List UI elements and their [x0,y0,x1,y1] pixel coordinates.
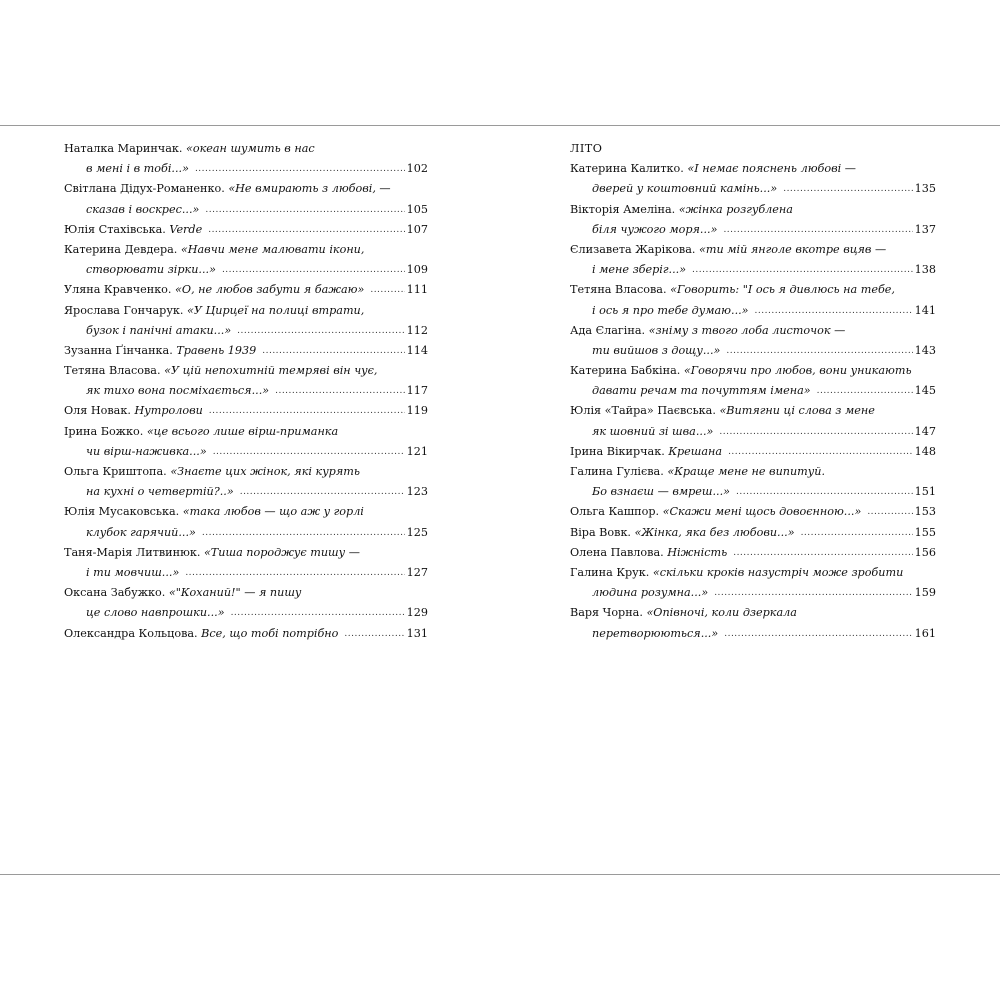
toc-line [570,381,936,401]
toc-title: як тихо вона посміхається...» [86,384,270,398]
toc-title: «Навчи мене малювати ікони, [180,242,365,256]
toc-title: «така любов — що аж у горлі [182,505,364,519]
toc-entry[interactable] [64,301,428,341]
toc-line [570,301,936,321]
toc-author: Юлія Мусаковська. [64,505,183,519]
toc-entry[interactable] [570,361,936,401]
toc-line [64,543,428,563]
toc-page-number: 129 [406,606,428,620]
toc-line [64,502,428,522]
toc-line [64,341,428,361]
toc-title: «ти мій янголе вкотре вцяв — [699,242,887,256]
toc-page-number: 153 [914,505,936,519]
dot-leader [231,603,405,623]
toc-title: Все, що тобі потрібно [201,626,339,640]
toc-line [64,361,428,381]
toc-line [64,159,428,179]
toc-line [570,523,936,543]
toc-title: «океан шумить в нас [185,142,315,155]
toc-line [64,603,428,623]
toc-entry[interactable] [570,401,936,441]
toc-author: Катерина Девдера. [64,242,181,256]
toc-line [64,482,428,502]
toc-author: Єлизавета Жарікова. [570,242,700,256]
toc-author: Уляна Кравченко. [64,283,176,297]
toc-title: «жінка розгублена [678,202,793,216]
toc-line [570,563,936,583]
toc-page-number: 105 [406,202,428,216]
toc-line [64,321,428,341]
toc-page-number: 145 [914,384,936,398]
dot-leader [208,220,404,240]
toc-entry[interactable] [570,543,936,563]
toc-author: Варя Чорна. [570,606,647,620]
toc-entry[interactable] [570,502,936,522]
toc-entry[interactable] [570,563,936,603]
toc-line [570,583,936,603]
toc-entry[interactable] [64,462,428,502]
toc-line [570,624,936,644]
toc-line [64,139,428,159]
dot-leader [195,159,405,179]
toc-author: Таня-Марія Литвинюк. [64,545,204,559]
toc-author: Тетяна Власова. [570,283,671,297]
dot-leader [724,624,912,644]
dot-leader [867,502,912,522]
dot-leader [213,442,405,462]
dot-leader [222,260,405,280]
toc-line [64,624,428,644]
toc-line [570,361,936,381]
dot-leader [728,442,913,462]
toc-line [64,220,428,240]
toc-line [570,220,936,240]
toc-author: Юлія «Тайра» Паєвська. [570,404,720,418]
toc-line [570,260,936,280]
toc-title: бузок і панічні атаки...» [86,323,232,337]
dot-leader [755,301,913,321]
toc-title: «Жінка, яка без любови...» [634,525,795,539]
toc-page-number: 143 [914,343,936,357]
toc-entry[interactable] [570,159,936,199]
toc-entry[interactable] [570,200,936,240]
toc-entry[interactable] [64,583,428,623]
toc-entry[interactable] [570,523,936,543]
toc-title: перетворюються...» [592,626,719,640]
toc-page-number: 123 [406,485,428,499]
toc-title: «зніму з твого лоба листочок — [648,323,846,337]
dot-leader [370,280,404,300]
dot-leader [783,179,912,199]
toc-title: біля чужого моря...» [592,222,718,236]
toc-line [64,280,428,300]
toc-page-number: 119 [406,404,428,418]
toc-title: Крешана [668,444,723,458]
dot-leader [205,200,404,220]
toc-author: Оля Новак. [64,404,135,418]
toc-title: «Скажи мені щось довоєнною...» [662,505,862,519]
toc-entry[interactable] [570,462,936,502]
toc-author: Віра Вовк. [570,525,635,539]
dot-leader [817,381,913,401]
dot-leader [719,422,912,442]
toc-title: і мене зберіг...» [592,263,687,277]
toc-title: клубок гарячий...» [86,525,196,539]
toc-title: ти вийшов з дощу...» [592,343,721,357]
toc-author: Олена Павлова. [570,545,668,559]
toc-line [570,543,936,563]
toc-entry[interactable] [64,341,428,361]
dot-leader [240,482,405,502]
toc-entry[interactable] [570,442,936,462]
toc-entry[interactable] [570,321,936,361]
toc-title: «"Коханий!" — я пишу [168,586,302,600]
dot-leader [344,624,404,644]
toc-title: Бо взнаєш — вмреш...» [592,485,731,499]
dot-leader [185,563,404,583]
toc-page-number: 112 [406,323,428,337]
toc-title: «У цій непохитній темряві він чує, [164,364,378,378]
toc-page-number: 111 [406,283,428,297]
toc-page-number: 159 [914,586,936,600]
toc-page-number: 155 [914,525,936,539]
toc-page-number: 117 [406,384,428,398]
toc-entry[interactable] [64,220,428,240]
toc-line [64,179,428,199]
toc-line [570,482,936,502]
toc-author: Ада Єлагіна. [570,323,649,337]
toc-title: чи вірш-наживка...» [86,444,207,458]
toc-page-number: 148 [914,444,936,458]
toc-author: Олександра Кольцова. [64,626,202,640]
toc-line [570,321,936,341]
toc-title: на кухні о четвертій?..» [86,485,234,499]
toc-author: Тетяна Власова. [64,364,165,378]
toc-title: «Тиша породжує тишу — [203,545,360,559]
dot-leader [692,260,913,280]
toc-page-number: 151 [914,485,936,499]
toc-title: це слово навпрошки...» [86,606,225,620]
toc-author: Світлана Дідух-Романенко. [64,182,229,196]
toc-entry[interactable] [64,401,428,421]
toc-line [64,583,428,603]
toc-title: «Краще мене не випитуй. [667,465,826,478]
toc-entry[interactable] [64,179,428,219]
toc-title: дверей у коштовний камінь...» [592,182,778,196]
toc-author: Ольга Кашпор. [570,505,663,519]
toc-title: «це всього лише вірш-приманка [146,424,339,438]
toc-line [64,381,428,401]
toc-line [570,341,936,361]
toc-title: «Не вмирають з любові, — [228,182,391,196]
dot-leader [209,401,405,421]
toc-title: «У Цирцеї на полиці втрати, [187,303,365,317]
toc-author: Катерина Калитко. [570,162,688,176]
dot-leader [237,321,404,341]
toc-title: Ніжність [667,545,728,559]
toc-page-number: 147 [914,424,936,438]
toc-right-column [570,139,936,644]
dot-leader [202,523,405,543]
toc-page-number: 161 [914,626,936,640]
toc-title: Verde [169,222,203,236]
toc-author: Зузанна Ґінчанка. [64,343,177,357]
dot-leader [262,341,404,361]
dot-leader [733,543,912,563]
toc-title: «Говорячи про любов, вони уникають [683,364,912,378]
toc-line [570,179,936,199]
toc-entry[interactable] [64,139,428,179]
toc-title: людина розумна...» [592,586,709,600]
dot-leader [801,523,913,543]
toc-line [64,462,428,482]
toc-line [570,502,936,522]
toc-line [64,240,428,260]
toc-line [570,422,936,442]
toc-line [64,401,428,421]
section-heading: ЛІТО [570,142,603,155]
toc-page-number: 109 [406,263,428,277]
toc-left-column [64,139,428,644]
toc-line [570,159,936,179]
toc-title: створювати зірки...» [86,263,216,277]
dot-leader [275,381,405,401]
toc-title: «Говорить: "І ось я дивлюсь на тебе, [670,283,895,297]
toc-author: Галина Гулієва. [570,465,668,478]
toc-page-number: 125 [406,525,428,539]
toc-page-number: 141 [914,303,936,317]
toc-entry[interactable] [570,240,936,280]
toc-entry[interactable] [64,624,428,644]
toc-title: Нутролови [134,404,203,418]
toc-title: сказав і воскрес...» [86,202,200,216]
toc-title: «І немає пояснень любові — [687,162,856,176]
toc-line [570,200,936,220]
toc-entry[interactable] [570,280,936,320]
toc-title: Травень 1939 [176,343,257,357]
toc-line [64,260,428,280]
toc-page-number: 107 [406,222,428,236]
dot-leader [726,341,912,361]
toc-title: і ти мовчиш...» [86,565,180,579]
toc-line [64,563,428,583]
toc-page-number: 121 [406,444,428,458]
toc-line [64,422,428,442]
toc-page-number: 127 [406,565,428,579]
dot-leader [723,220,912,240]
toc-entry[interactable] [570,603,936,643]
toc-author: Ольга Криштопа. [64,465,171,478]
toc-title: «Знаєте цих жінок, які курять [170,465,360,478]
toc-page-number: 138 [914,263,936,277]
toc-author: Вікторія Амеліна. [570,202,679,216]
toc-page-number: 131 [406,626,428,640]
toc-line [64,442,428,462]
toc-line [64,200,428,220]
toc-title: «Опівночі, коли дзеркала [646,606,797,620]
toc-title: в мені і в тобі...» [86,162,189,176]
dot-leader [736,482,913,502]
toc-author: Галина Крук. [570,565,653,579]
toc-entry[interactable] [64,280,428,300]
toc-title: давати речам та почуттям імена» [592,384,811,398]
toc-line [570,442,936,462]
toc-title: «скільки кроків назустріч може зробити [652,565,904,579]
toc-author: Юлія Стахівська. [64,222,170,236]
toc-author: Ірина Вікирчак. [570,444,669,458]
toc-title: «О, не любов забути я бажаю» [175,283,365,297]
toc-page-number: 135 [914,182,936,196]
toc-author: Наталка Маринчак. [64,142,186,155]
toc-line [570,462,936,482]
toc-title: і ось я про тебе думаю...» [592,303,749,317]
toc-page-number: 137 [914,222,936,236]
toc-page-number: 156 [914,545,936,559]
toc-title: «Витягни ці слова з мене [719,404,875,418]
toc-author: Оксана Забужко. [64,586,169,600]
toc-entry[interactable] [64,422,428,462]
toc-line [570,603,936,623]
toc-page-number: 114 [406,343,428,357]
toc-author: Ірина Божко. [64,424,147,438]
toc-entry[interactable] [64,543,428,583]
toc-line [64,301,428,321]
toc-page-number: 102 [406,162,428,176]
toc-line [570,280,936,300]
toc-line [570,401,936,421]
toc-line [570,240,936,260]
toc-author: Ярослава Гончарук. [64,303,188,317]
toc-title: як шовний зі шва...» [592,424,714,438]
dot-leader [714,583,912,603]
toc-author: Катерина Бабкіна. [570,364,684,378]
toc-line [64,523,428,543]
toc-entry[interactable] [64,361,428,401]
toc-entry[interactable] [64,240,428,280]
toc-entry[interactable] [64,502,428,542]
